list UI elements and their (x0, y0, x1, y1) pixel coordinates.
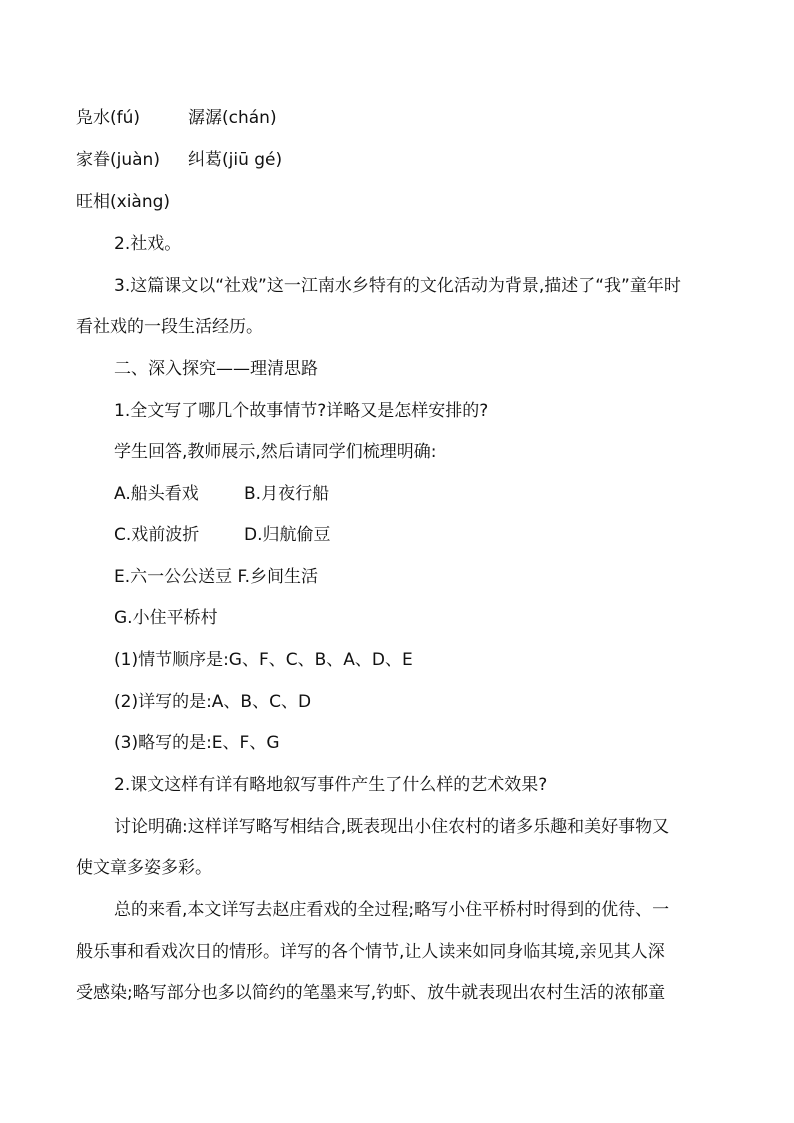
summary-line-2: 般乐事和看戏次日的情形。详写的各个情节,让人读来如同身临其境,亲见其人深 (76, 942, 665, 962)
result-order: (1)情节顺序是:G、F、C、B、A、D、E (114, 650, 413, 670)
result-detailed: (2)详写的是:A、B、C、D (114, 692, 312, 712)
plot-row-3: E.六一公公送豆 F.乡间生活 (114, 567, 318, 587)
plot-item: D.归航偷豆 (244, 525, 331, 545)
result-brief: (3)略写的是:E、F、G (114, 733, 280, 753)
section-heading: 二、深入探究——理清思路 (114, 359, 318, 379)
pinyin-item: 潺潺(chán) (188, 108, 277, 128)
pinyin-item: 凫水(fú) (76, 108, 141, 128)
instruction: 学生回答,教师展示,然后请同学们梳理明确: (114, 442, 437, 462)
pinyin-item: 家眷(juàn) (76, 150, 160, 170)
summary-line-1: 总的来看,本文详写去赵庄看戏的全过程;略写小住平桥村时得到的优待、一 (114, 900, 670, 920)
question-2: 2.课文这样有详有略地叙写事件产生了什么样的艺术效果? (114, 775, 548, 795)
discussion-line-1: 讨论明确:这样详写略写相结合,既表现出小住农村的诸多乐趣和美好事物又 (114, 817, 670, 837)
plot-item: A.船头看戏 (114, 484, 199, 504)
answer-3-line-1: 3.这篇课文以“社戏”这一江南水乡特有的文化活动为背景,描述了“我”童年时 (114, 276, 681, 296)
answer-2: 2.社戏。 (114, 234, 182, 254)
discussion-line-2: 使文章多姿多彩。 (76, 858, 212, 878)
plot-row-4: G.小住平桥村 (114, 608, 218, 628)
plot-item: C.戏前波折 (114, 525, 200, 545)
answer-3-line-2: 看社戏的一段生活经历。 (76, 317, 263, 337)
question-1: 1.全文写了哪几个故事情节?详略又是怎样安排的? (114, 401, 489, 421)
pinyin-item: 纠葛(jiū gé) (188, 150, 283, 170)
pinyin-item: 旺相(xiàng) (76, 192, 171, 212)
plot-item: B.月夜行船 (244, 484, 330, 504)
summary-line-3: 受感染;略写部分也多以简约的笔墨来写,钓虾、放牛就表现出农村生活的浓郁童 (76, 983, 666, 1003)
